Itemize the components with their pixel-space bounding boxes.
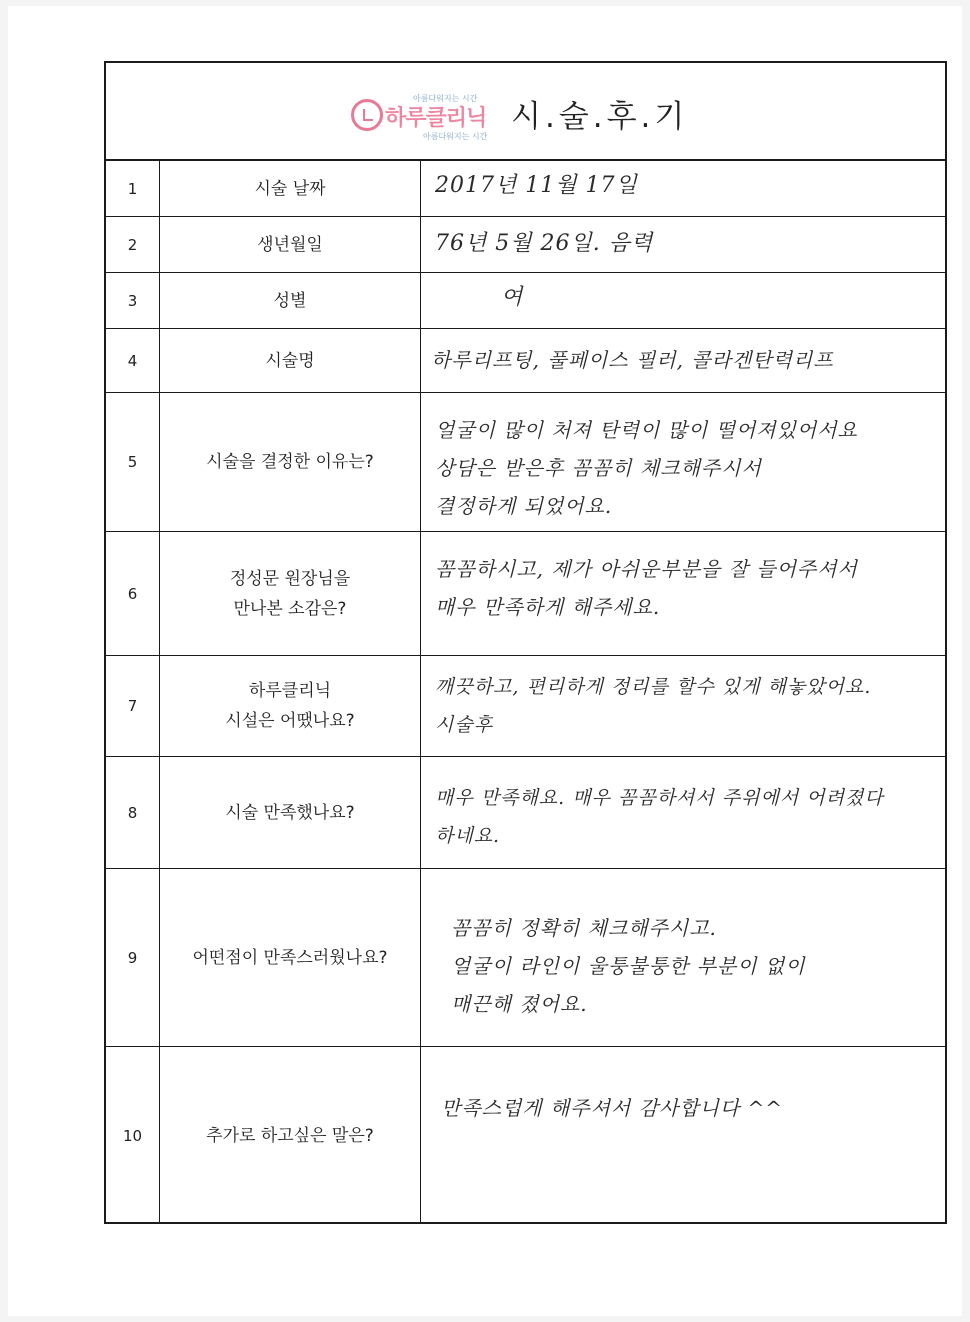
question-label: 어떤점이 만족스러웠나요? [160,869,421,1046]
form-row-5 [106,393,945,532]
row-number: 5 [106,393,160,531]
row-number: 6 [106,532,160,655]
answer-field [421,393,945,531]
question-label: 하루클리닉 시설은 어땠나요? [160,656,421,756]
handwritten-answer: 76년 5월 26일. 음력 [435,231,654,256]
form-header [106,63,945,161]
page-title: 시.술.후.기 [511,99,689,135]
handwritten-answer: 매우 만족해요. 매우 꼼꼼하셔서 주위에서 어려졌다 하네요. [435,787,884,847]
form-row-6 [106,532,945,656]
clock-icon [351,99,383,131]
handwritten-answer: 꼼꼼하시고, 제가 아쉬운부분을 잘 들어주셔서 매우 만족하게 해주세요. [435,557,858,619]
logo-tagline-top: 아름다워지는 시간 [413,94,478,103]
answer-field [421,217,945,272]
handwritten-answer: 꼼꼼히 정확히 체크해주시고. 얼굴이 라인이 울퉁불퉁한 부분이 없이 매끈해 졌어요. [451,916,806,1016]
question-label: 시술을 결정한 이유는? [160,393,421,531]
answer-field [421,329,945,392]
handwritten-answer: 만족스럽게 해주셔서 감사합니다 ^^ [441,1096,784,1120]
question-label: 생년월일 [160,217,421,272]
answer-field [421,757,945,868]
answer-field [421,532,945,655]
answer-field [421,273,945,328]
answer-field [421,161,945,216]
row-number: 2 [106,217,160,272]
handwritten-answer: 깨끗하고, 편리하게 정리를 할수 있게 해놓았어요. 시술후 [435,676,872,736]
form-row-4 [106,329,945,393]
handwritten-answer: 2017년 11월 17일 [435,173,638,198]
question-label: 정성문 원장님을 만나본 소감은? [160,532,421,655]
clinic-logo [351,93,491,139]
row-number: 3 [106,273,160,328]
form-row-1 [106,161,945,217]
review-form [104,61,947,1224]
form-row-3 [106,273,945,329]
answer-field [421,656,945,756]
handwritten-answer: 하루리프팅, 풀페이스 필러, 콜라겐탄력리프 [431,348,834,372]
question-label: 시술 날짜 [160,161,421,216]
row-number: 10 [106,1047,160,1224]
question-label: 시술 만족했나요? [160,757,421,868]
handwritten-answer: 여 [501,285,524,310]
row-number: 7 [106,656,160,756]
answer-field [421,1047,945,1224]
row-number: 8 [106,757,160,868]
form-row-8 [106,757,945,869]
handwritten-answer: 얼굴이 많이 처져 탄력이 많이 떨어져있어서요 상담은 받은후 꼼꼼히 체크해주시서 결정하게 되었어요. [435,418,858,518]
answer-field [421,869,945,1046]
form-row-2 [106,217,945,273]
question-label: 시술명 [160,329,421,392]
row-number: 9 [106,869,160,1046]
row-number: 1 [106,161,160,216]
form-row-7 [106,656,945,757]
form-row-10 [106,1047,945,1224]
scanned-page [8,6,962,1316]
question-label: 추가로 하고싶은 말은? [160,1047,421,1224]
question-label: 성별 [160,273,421,328]
logo-tagline-bottom: 아름다워지는 시간 [423,132,488,141]
form-row-9 [106,869,945,1047]
row-number: 4 [106,329,160,392]
logo-name: 하루클리닉 [385,106,487,131]
